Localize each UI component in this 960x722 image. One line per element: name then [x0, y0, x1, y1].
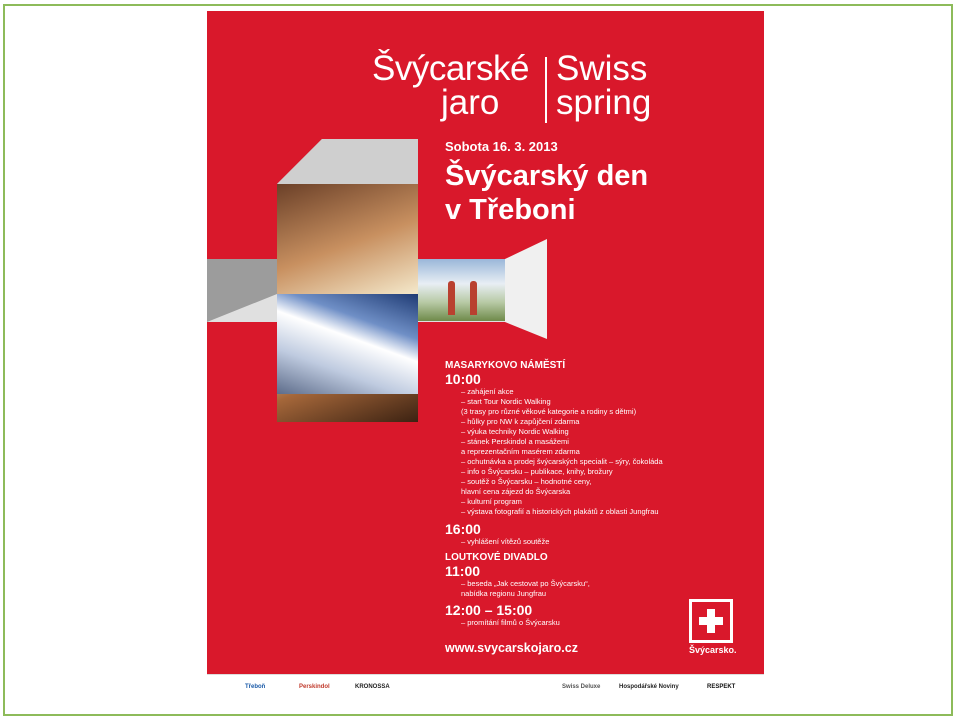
program-item: – zahájení akce: [461, 387, 514, 396]
program-item: – stánek Perskindol a masážemi: [461, 437, 569, 446]
program-item: a reprezentačním masérem zdarma: [461, 447, 580, 456]
program-item: – soutěž o Švýcarsku – hodnotné ceny,: [461, 477, 592, 486]
sponsor-logo: KRONOSSA: [355, 684, 390, 690]
title-en-line1: Swiss: [556, 49, 648, 88]
program-item: – kulturní program: [461, 497, 522, 506]
program-item: – hůlky pro NW k zapůjčení zdarma: [461, 417, 580, 426]
swiss-logo-label: Švýcarsko.: [689, 645, 737, 655]
hiker-figure: [448, 281, 455, 315]
program-item: – promítání filmů o Švýcarsku: [461, 618, 560, 627]
program-item: – start Tour Nordic Walking: [461, 397, 551, 406]
sponsor-logo: Hospodářské Noviny: [619, 684, 679, 690]
sponsor-logo: Swiss Deluxe: [562, 684, 601, 690]
section-title: LOUTKOVÉ DIVADLO: [445, 552, 548, 563]
title-divider: [545, 57, 547, 123]
program-item: – info o Švýcarsku – publikace, knihy, brožury: [461, 467, 613, 476]
sponsor-logo: Třeboň: [245, 684, 266, 690]
program: [445, 359, 755, 628]
event-date: Sobota 16. 3. 2013: [445, 139, 558, 154]
time-slot: 16:00: [445, 521, 481, 537]
swiss-logo: [689, 599, 733, 643]
program-item: nabídka regionu Jungfrau: [461, 589, 547, 598]
sponsor-logo: RESPEKT: [707, 684, 736, 690]
hiker-figure: [470, 281, 477, 315]
snow-mountain-photo: [277, 294, 418, 394]
sponsor-logo: Perskindol: [299, 684, 330, 690]
program-item: – vyhlášení vítězů soutěže: [461, 537, 550, 546]
title-cz-line1: Švýcarské: [372, 49, 529, 88]
event-url: www.svycarskojaro.cz: [445, 641, 578, 655]
program-item: – ochutnávka a prodej švýcarských specialit – sýry, čokoláda: [461, 457, 663, 466]
sponsor-strip: [207, 674, 764, 705]
time-slot: 11:00: [445, 563, 481, 579]
program-item: hlavní cena zájezd do Švýcarska: [461, 487, 571, 496]
title-en-line2: spring: [556, 83, 652, 122]
headline-line1: Švýcarský den: [445, 160, 649, 192]
time-slot: 10:00: [445, 371, 481, 387]
time-slot: 12:00 – 15:00: [445, 602, 533, 618]
hikers-photo: [418, 259, 505, 321]
program-item: (3 trasy pro různé věkové kategorie a rodiny s dětmi): [461, 407, 637, 416]
program-item: – výuka techniky Nordic Walking: [461, 427, 569, 436]
title-cz-line2: jaro: [441, 83, 500, 122]
program-item: – výstava fotografií a historických plakátů z oblasti Jungfrau: [461, 507, 659, 516]
headline-line2: v Třeboni: [445, 194, 576, 226]
swiss-flag-icon: [692, 602, 730, 640]
section-title: MASARYKOVO NÁMĚSTÍ: [445, 360, 566, 371]
program-item: – beseda „Jak cestovat po Švýcarsku“,: [461, 579, 590, 588]
event-poster: [207, 11, 764, 674]
